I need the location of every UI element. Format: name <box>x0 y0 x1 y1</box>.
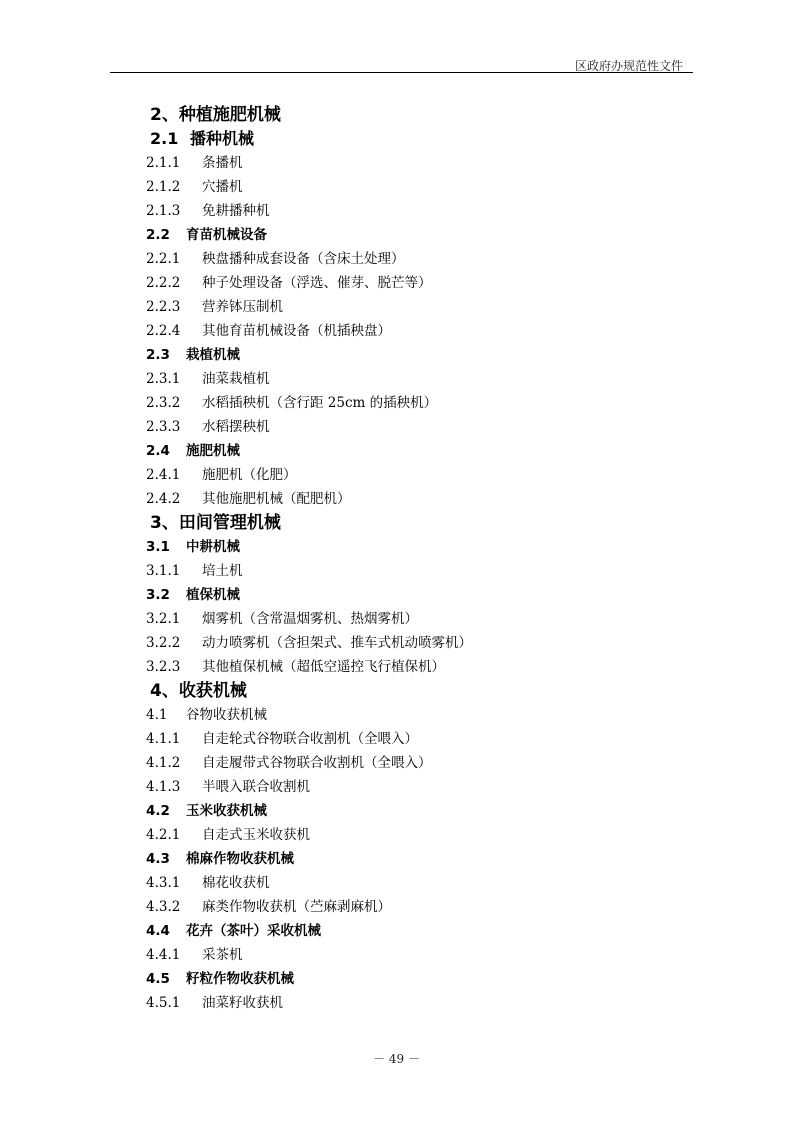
outline-item-text: 麻类作物收获机（苎麻剥麻机） <box>202 899 391 915</box>
outline-item <box>110 151 693 175</box>
outline-item <box>110 799 693 823</box>
outline-item <box>110 463 693 487</box>
outline-item <box>110 583 693 607</box>
outline-item <box>110 991 693 1015</box>
outline-item <box>110 175 693 199</box>
outline-item-number: 3.1 <box>146 539 170 555</box>
outline-item-number: 4.1.1 <box>146 731 181 747</box>
outline-item-number: 4.1 <box>146 707 168 723</box>
outline-item <box>110 943 693 967</box>
outline-item-number: 2.1.3 <box>146 203 181 219</box>
outline-item-number: 2.1.2 <box>146 179 181 195</box>
outline-item <box>110 247 693 271</box>
outline-item <box>110 271 693 295</box>
outline-item <box>110 607 693 631</box>
outline-item <box>110 199 693 223</box>
outline-item-number: 2.4 <box>146 443 170 459</box>
outline-item-number: 2.2 <box>146 227 170 243</box>
outline-item <box>110 367 693 391</box>
outline-item-number: 4.2.1 <box>146 827 181 843</box>
outline-item-text: 其他育苗机械设备（机插秧盘） <box>202 323 391 339</box>
header-divider <box>110 72 693 73</box>
outline-item-text: 其他植保机械（超低空遥控飞行植保机） <box>202 659 445 675</box>
outline-item-text: 育苗机械设备 <box>186 227 267 243</box>
outline-item-number: 4.4 <box>146 923 170 939</box>
outline-item-text: 自走轮式谷物联合收割机（全喂入） <box>202 731 418 747</box>
outline-item <box>110 487 693 511</box>
outline-item <box>110 295 693 319</box>
outline-item-number: 2.4.2 <box>146 491 181 507</box>
outline-item <box>110 775 693 799</box>
outline-item-number: 2.1.1 <box>146 155 181 171</box>
outline-item-text: 施肥机（化肥） <box>202 467 297 483</box>
outline-item-text: 棉花收获机 <box>202 875 270 891</box>
outline-item-number: 2.3.2 <box>146 395 181 411</box>
outline-item-text: 穴播机 <box>202 179 243 195</box>
outline-item <box>110 511 693 535</box>
outline-item-text: 营养钵压制机 <box>202 299 283 315</box>
outline-item-text: 棉麻作物收获机械 <box>186 851 294 867</box>
outline-item-number: 4.4.1 <box>146 947 181 963</box>
outline-item-number: 4.1.3 <box>146 779 181 795</box>
outline-item-number: 2.2.3 <box>146 299 181 315</box>
outline-item-number: 4.3.1 <box>146 875 181 891</box>
outline-item <box>110 655 693 679</box>
outline-item-text: 自走履带式谷物联合收割机（全喂入） <box>202 755 432 771</box>
outline-item-text: 2、种植施肥机械 <box>150 105 281 125</box>
outline-item-number: 2.1 <box>150 129 179 148</box>
document-body <box>110 103 693 1015</box>
outline-item-text: 培土机 <box>202 563 243 579</box>
outline-item-text: 3、田间管理机械 <box>150 513 281 533</box>
outline-item-text: 动力喷雾机（含担架式、推车式机动喷雾机） <box>202 635 472 651</box>
outline-item-number: 4.5 <box>146 971 170 987</box>
outline-item-text: 玉米收获机械 <box>186 803 267 819</box>
outline-item <box>110 679 693 703</box>
outline-item <box>110 391 693 415</box>
outline-item-text: 播种机械 <box>190 129 255 148</box>
outline-item <box>110 103 693 127</box>
outline-item-number: 4.3.2 <box>146 899 181 915</box>
outline-item-text: 施肥机械 <box>186 443 240 459</box>
outline-item-number: 3.1.1 <box>146 563 181 579</box>
outline-item <box>110 919 693 943</box>
outline-item-text: 种子处理设备（浮选、催芽、脱芒等） <box>202 275 432 291</box>
outline-item <box>110 895 693 919</box>
outline-item-text: 自走式玉米收获机 <box>202 827 310 843</box>
outline-item <box>110 727 693 751</box>
outline-item-text: 谷物收获机械 <box>186 707 267 723</box>
outline-item-text: 籽粒作物收获机械 <box>186 971 294 987</box>
outline-item-number: 2.2.2 <box>146 275 181 291</box>
outline-item-number: 3.2.1 <box>146 611 181 627</box>
outline-item-text: 半喂入联合收割机 <box>202 779 310 795</box>
outline-item-text: 油菜籽收获机 <box>202 995 283 1011</box>
outline-item-number: 4.3 <box>146 851 170 867</box>
outline-item-number: 2.4.1 <box>146 467 181 483</box>
outline-item-text: 4、收获机械 <box>150 681 247 701</box>
outline-item-number: 4.1.2 <box>146 755 181 771</box>
outline-item <box>110 319 693 343</box>
outline-item-number: 3.2 <box>146 587 170 603</box>
outline-item-text: 油菜栽植机 <box>202 371 270 387</box>
outline-item-text: 栽植机械 <box>186 347 240 363</box>
outline-item-text: 秧盘播种成套设备（含床土处理） <box>202 251 405 267</box>
outline-item <box>110 223 693 247</box>
outline-item-number: 2.2.1 <box>146 251 181 267</box>
outline-item-number: 4.2 <box>146 803 170 819</box>
outline-item-text: 中耕机械 <box>186 539 240 555</box>
outline-item-text: 水稻摆秧机 <box>202 419 270 435</box>
outline-item-number: 2.3 <box>146 347 170 363</box>
outline-item <box>110 967 693 991</box>
outline-item-text: 免耕播种机 <box>202 203 270 219</box>
outline-item-text: 花卉（茶叶）采收机械 <box>186 923 321 939</box>
outline-item-text: 水稻插秧机（含行距 25cm 的插秧机） <box>202 395 438 411</box>
outline-item-number: 2.3.3 <box>146 419 181 435</box>
outline-item-number: 3.2.3 <box>146 659 181 675</box>
outline-item-text: 烟雾机（含常温烟雾机、热烟雾机） <box>202 611 418 627</box>
outline-item-text: 植保机械 <box>186 587 240 603</box>
outline-item-text: 采茶机 <box>202 947 243 963</box>
outline-item-number: 2.3.1 <box>146 371 181 387</box>
outline-item <box>110 823 693 847</box>
outline-item-text: 其他施肥机械（配肥机） <box>202 491 351 507</box>
outline-item <box>110 871 693 895</box>
outline-item-number: 3.2.2 <box>146 635 181 651</box>
outline-item-number: 4.5.1 <box>146 995 181 1011</box>
outline-item <box>110 751 693 775</box>
outline-item <box>110 703 693 727</box>
outline-item <box>110 439 693 463</box>
outline-item-number: 2.2.4 <box>146 323 181 339</box>
outline-item <box>110 343 693 367</box>
page-header-title: 区政府办规范性文件 <box>574 59 683 73</box>
outline-item <box>110 415 693 439</box>
outline-item <box>110 535 693 559</box>
page-number: － 49 － <box>373 1052 420 1066</box>
outline-item-text: 条播机 <box>202 155 243 171</box>
outline-item <box>110 127 693 151</box>
outline-item <box>110 559 693 583</box>
outline-item <box>110 631 693 655</box>
outline-item <box>110 847 693 871</box>
